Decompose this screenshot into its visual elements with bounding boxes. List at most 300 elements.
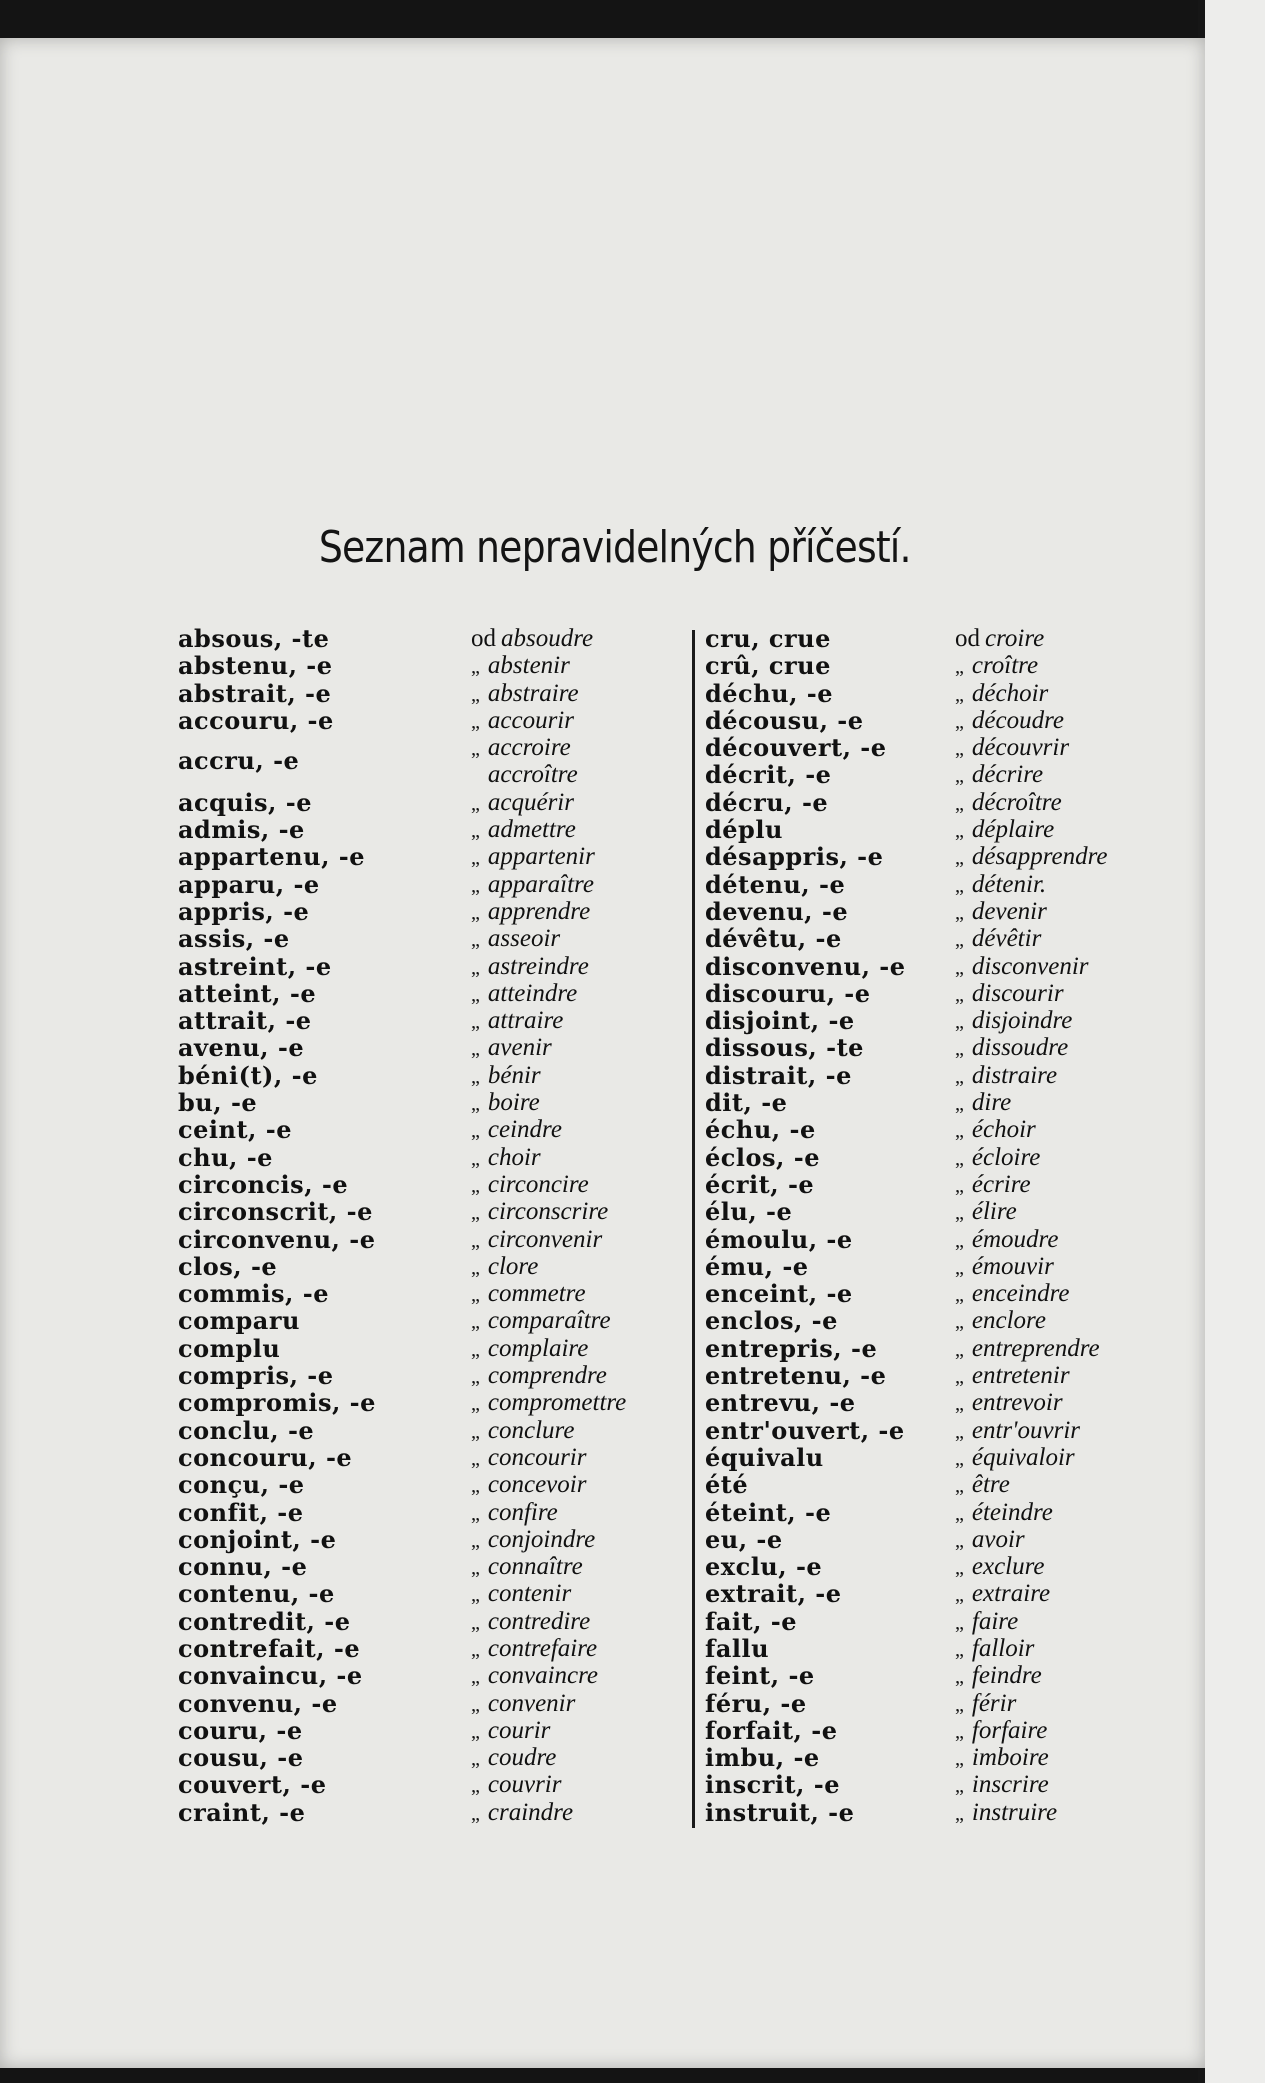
participle: enceint, -e (705, 1279, 853, 1309)
infinitive-ref (955, 1307, 1046, 1336)
ditto-prefix: „ (471, 820, 480, 843)
infinitive: détenir. (971, 870, 1047, 898)
infinitive: concevoir (487, 1471, 587, 1499)
infinitive: croître (971, 652, 1039, 680)
list-item (705, 1253, 1205, 1280)
list-item (178, 1335, 693, 1362)
infinitive-ref (471, 1444, 587, 1473)
list-item (705, 1635, 1205, 1662)
list-item (178, 1007, 693, 1034)
infinitive-ref (471, 843, 595, 872)
infinitive-ref (955, 1662, 1042, 1691)
infinitive: conclure (487, 1416, 575, 1444)
participle: circoncis, -e (178, 1169, 349, 1199)
participle: convaincu, -e (178, 1661, 363, 1691)
list-item (705, 1690, 1205, 1717)
ditto-prefix: „ (955, 656, 964, 679)
infinitive-ref (955, 1034, 1068, 1063)
infinitive-ref (471, 789, 574, 818)
participle: circonscrit, -e (178, 1197, 373, 1227)
ditto-prefix: „ (955, 1502, 964, 1525)
participle: contredit, -e (178, 1606, 351, 1636)
participle: compromis, -e (178, 1388, 376, 1418)
ditto-prefix: „ (955, 929, 964, 952)
infinitive: dire (971, 1089, 1012, 1117)
participle: convenu, -e (178, 1688, 338, 1718)
list-item (705, 1444, 1205, 1471)
ditto-prefix: „ (471, 1093, 480, 1116)
ditto-prefix: „ (471, 1256, 480, 1279)
infinitive-ref (471, 1362, 607, 1391)
participle: contrefait, -e (178, 1633, 361, 1663)
right-column (705, 625, 1205, 1826)
list-item (705, 1417, 1205, 1444)
list-item (705, 1226, 1205, 1253)
list-item (178, 871, 693, 898)
list-item (705, 871, 1205, 898)
infinitive-ref (471, 1389, 626, 1418)
infinitive-ref (955, 1171, 1031, 1200)
list-item (705, 1799, 1205, 1826)
ditto-prefix: „ (955, 1256, 964, 1279)
participle: dit, -e (705, 1088, 788, 1118)
list-item (705, 1662, 1205, 1689)
infinitive: déchoir (971, 679, 1049, 707)
participle: abstenu, -e (178, 651, 333, 681)
participle: instruit, -e (705, 1797, 855, 1827)
infinitive-ref (955, 1362, 1070, 1391)
participle: contenu, -e (178, 1579, 335, 1609)
participle: découvert, -e (705, 733, 887, 763)
list-item (178, 1034, 693, 1061)
list-item (705, 1499, 1205, 1526)
participle: attrait, -e (178, 1006, 312, 1036)
scan-top-edge (0, 0, 1265, 38)
participle: enclos, -e (705, 1306, 838, 1336)
list-item (705, 789, 1205, 816)
participle: émoulu, -e (705, 1224, 853, 1254)
infinitive-ref (955, 789, 1062, 818)
infinitive: atteindre (487, 979, 578, 1007)
infinitive: entreprendre (971, 1334, 1100, 1362)
ditto-prefix: „ (471, 1366, 480, 1389)
participle: déplu (705, 815, 783, 845)
infinitive: croire (985, 625, 1045, 652)
infinitive-ref (955, 625, 1044, 652)
ditto-prefix: „ (955, 901, 964, 924)
infinitive-ref (471, 1526, 595, 1555)
infinitive-ref (955, 1471, 1010, 1500)
participle: commis, -e (178, 1279, 329, 1309)
infinitive-ref (955, 1116, 1036, 1145)
infinitive-ref (471, 1171, 589, 1200)
list-item (178, 1499, 693, 1526)
ditto-prefix: „ (955, 874, 964, 897)
page-title: Seznam nepravidelných příčestí. (318, 522, 911, 573)
ditto-prefix: „ (471, 956, 480, 979)
ditto-prefix: „ (955, 1557, 964, 1580)
ditto-prefix: „ (471, 901, 480, 924)
infinitive: entr'ouvrir (971, 1416, 1081, 1444)
participle: déchu, -e (705, 678, 834, 708)
infinitive-ref (471, 1034, 552, 1063)
infinitive-ref (955, 843, 1108, 872)
participle: ceint, -e (178, 1115, 292, 1145)
infinitive-ref (955, 980, 1064, 1009)
infinitive-ref (471, 1799, 573, 1828)
infinitive-ref (471, 1116, 562, 1145)
ditto-prefix: „ (955, 1011, 964, 1034)
ditto-prefix: „ (955, 983, 964, 1006)
list-item (178, 680, 693, 707)
participle: dévêtu, -e (705, 924, 842, 954)
list-item (178, 1280, 693, 1307)
infinitive: circoncire (487, 1170, 589, 1198)
infinitive: déplaire (971, 816, 1055, 844)
ditto-prefix: „ (471, 1284, 480, 1307)
infinitive-ref (955, 1253, 1054, 1282)
infinitive: boire (487, 1089, 540, 1117)
infinitive: clore (487, 1252, 539, 1280)
ditto-prefix: „ (471, 1775, 480, 1798)
ditto-prefix: „ (471, 1338, 480, 1361)
list-item (178, 898, 693, 925)
ditto-prefix: „ (471, 656, 480, 679)
infinitive-ref (471, 1471, 586, 1500)
ditto-prefix: „ (471, 1720, 480, 1743)
ditto-prefix: „ (955, 1174, 964, 1197)
participle: ému, -e (705, 1251, 809, 1281)
infinitive: confire (487, 1498, 558, 1526)
infinitive: dissoudre (971, 1034, 1069, 1062)
ditto-prefix: „ (955, 1393, 964, 1416)
participle: décru, -e (705, 787, 829, 817)
participle: exclu, -e (705, 1552, 823, 1582)
list-item (705, 953, 1205, 980)
participle: devenu, -e (705, 896, 849, 926)
infinitive: choir (487, 1143, 541, 1171)
list-item (178, 1690, 693, 1717)
ditto-prefix: „ (471, 1584, 480, 1607)
ditto-prefix: „ (955, 847, 964, 870)
ditto-prefix: „ (471, 1229, 480, 1252)
participle: échu, -e (705, 1115, 816, 1145)
infinitive: comprendre (487, 1362, 607, 1390)
participle: conjoint, -e (178, 1524, 337, 1554)
infinitive: avoir (971, 1525, 1025, 1553)
participle: accouru, -e (178, 705, 334, 735)
infinitive-ref (471, 1417, 574, 1446)
infinitive-ref (955, 1007, 1072, 1036)
participle: eu, -e (705, 1524, 783, 1554)
ditto-prefix: „ (471, 1557, 480, 1580)
infinitive: émoudre (971, 1225, 1059, 1253)
ditto-prefix: „ (471, 847, 480, 870)
participle: abstrait, -e (178, 678, 332, 708)
list-item (178, 1089, 693, 1116)
list-item (705, 1335, 1205, 1362)
infinitive: émouvir (971, 1252, 1054, 1280)
infinitive: courir (487, 1716, 551, 1744)
infinitive: couvrir (487, 1771, 562, 1799)
ditto-prefix: „ (471, 1393, 480, 1416)
participle: appartenu, -e (178, 842, 366, 872)
list-item (178, 1062, 693, 1089)
infinitive-ref (471, 1007, 563, 1036)
infinitive: contredire (487, 1607, 591, 1635)
infinitive-ref (955, 1499, 1053, 1528)
infinitive: attraire (487, 1007, 564, 1035)
ditto-prefix: „ (955, 792, 964, 815)
participle: craint, -e (178, 1797, 306, 1827)
participle: conçu, -e (178, 1470, 305, 1500)
infinitive-ref (955, 898, 1047, 927)
infinitive: échoir (971, 1116, 1036, 1144)
ditto-prefix: „ (955, 1338, 964, 1361)
list-item (178, 1253, 693, 1280)
participle: conclu, -e (178, 1415, 315, 1445)
infinitive-ref (955, 953, 1089, 982)
infinitive-ref (955, 1198, 1017, 1227)
participle: clos, -e (178, 1251, 278, 1281)
infinitive-ref (471, 980, 577, 1009)
infinitive-ref (955, 871, 1046, 900)
infinitive-ref (471, 1499, 558, 1528)
ditto-prefix: „ (955, 1529, 964, 1552)
participle: connu, -e (178, 1552, 308, 1582)
list-item (178, 816, 693, 843)
participle: crû, crue (705, 651, 831, 681)
participle: disconvenu, -e (705, 951, 906, 981)
infinitive-ref (955, 1580, 1050, 1609)
infinitive: férir (971, 1689, 1017, 1717)
infinitive: conjoindre (487, 1525, 596, 1553)
infinitive-ref (955, 1608, 1018, 1637)
infinitive: disjoindre (971, 1007, 1073, 1035)
list-item (178, 953, 693, 980)
infinitive: circonscrire (487, 1198, 609, 1226)
infinitive-ref (955, 652, 1038, 681)
infinitive: élire (971, 1198, 1017, 1226)
infinitive: coudre (487, 1744, 557, 1772)
infinitive: convenir (487, 1689, 576, 1717)
ditto-prefix: „ (955, 1475, 964, 1498)
participle: écrit, -e (705, 1169, 815, 1199)
infinitive-ref (471, 1608, 590, 1637)
participle: éclos, -e (705, 1142, 820, 1172)
infinitive-ref (471, 1635, 597, 1664)
participle: couvert, -e (178, 1770, 327, 1800)
ditto-prefix: „ (471, 1447, 480, 1470)
list-item (178, 1198, 693, 1225)
infinitive: contrefaire (487, 1634, 598, 1662)
ditto-prefix: „ (955, 1065, 964, 1088)
participle: atteint, -e (178, 978, 317, 1008)
infinitive: être (971, 1471, 1010, 1499)
infinitive: compromettre (487, 1389, 627, 1417)
ditto-prefix: „ (471, 1420, 480, 1443)
infinitive-ref (471, 1553, 583, 1582)
list-item (178, 843, 693, 870)
infinitive-ref (471, 1771, 562, 1800)
ditto-prefix: „ (955, 738, 964, 761)
list-item (705, 1389, 1205, 1416)
participle: décrit, -e (705, 760, 832, 790)
infinitive-ref (955, 761, 1043, 790)
participle: accru, -e (178, 746, 300, 776)
participle: disjoint, -e (705, 1006, 855, 1036)
infinitive: apparaître (487, 870, 594, 898)
infinitive-ref (955, 1553, 1045, 1582)
infinitive-ref (955, 1226, 1058, 1255)
list-item (178, 1307, 693, 1334)
infinitive-ref (471, 707, 574, 736)
ditto-prefix: „ (471, 710, 480, 733)
ditto-prefix: „ (471, 983, 480, 1006)
list-item (705, 1198, 1205, 1225)
infinitive-ref (471, 871, 594, 900)
left-column (178, 625, 693, 1826)
list-item (705, 816, 1205, 843)
participle: distrait, -e (705, 1060, 852, 1090)
infinitive: découvrir (971, 734, 1070, 762)
ditto-prefix: „ (471, 1748, 480, 1771)
infinitive: décroître (971, 788, 1062, 816)
ditto-prefix: „ (471, 929, 480, 952)
participle: élu, -e (705, 1197, 793, 1227)
infinitive: acquérir (487, 788, 574, 816)
infinitive: astreindre (487, 952, 589, 980)
list-item (178, 1771, 693, 1798)
ditto-prefix: „ (955, 1202, 964, 1225)
participle: entrepris, -e (705, 1333, 878, 1363)
list-item (705, 1007, 1205, 1034)
infinitive-ref (471, 1144, 541, 1173)
list-item (178, 652, 693, 679)
ditto-prefix: „ (955, 1447, 964, 1470)
list-item (705, 1771, 1205, 1798)
infinitive: contenir (487, 1580, 572, 1608)
ditto-prefix: „ (955, 1802, 964, 1825)
list-item (178, 1417, 693, 1444)
ditto-prefix: „ (471, 1202, 480, 1225)
list-item (705, 707, 1205, 734)
infinitive-ref (471, 1744, 556, 1773)
infinitive-ref (471, 953, 589, 982)
infinitive: accourir (487, 706, 574, 734)
infinitive: comparaître (487, 1307, 611, 1335)
list-item (178, 1799, 693, 1826)
infinitive: bénir (487, 1061, 541, 1089)
list-item (705, 1116, 1205, 1143)
ditto-prefix: „ (955, 1611, 964, 1634)
participle: forfait, -e (705, 1715, 838, 1745)
ditto-prefix: „ (955, 956, 964, 979)
ditto-prefix: „ (955, 1693, 964, 1716)
ditto-prefix: „ (471, 1065, 480, 1088)
ditto-prefix: „ (955, 1093, 964, 1116)
infinitive: absoudre (501, 625, 594, 652)
infinitive: enceindre (971, 1280, 1070, 1308)
list-item (705, 1144, 1205, 1171)
participle: avenu, -e (178, 1033, 305, 1063)
list-item (178, 1662, 693, 1689)
list-item (178, 1389, 693, 1416)
infinitive-ref (471, 1226, 602, 1255)
participle: concouru, -e (178, 1442, 353, 1472)
ditto-prefix: „ (471, 683, 480, 706)
participle: été (705, 1470, 749, 1500)
ditto-prefix: „ (471, 874, 480, 897)
list-item (178, 1362, 693, 1389)
infinitive: forfaire (971, 1716, 1048, 1744)
participle: entretenu, -e (705, 1361, 887, 1391)
infinitive-ref (471, 652, 570, 681)
list-item (178, 980, 693, 1007)
infinitive: écloire (971, 1143, 1041, 1171)
participle: compris, -e (178, 1361, 334, 1391)
list-item (178, 1635, 693, 1662)
infinitive-ref (471, 1307, 611, 1336)
list-item (705, 652, 1205, 679)
infinitive-ref (955, 1144, 1040, 1173)
infinitive: abstraire (487, 679, 579, 707)
list-item (178, 1580, 693, 1607)
infinitive: enclore (971, 1307, 1046, 1335)
list-item (705, 1171, 1205, 1198)
participle: astreint, -e (178, 951, 332, 981)
infinitive-ref (955, 1690, 1016, 1719)
list-item (705, 1362, 1205, 1389)
ditto-prefix: „ (955, 1284, 964, 1307)
list-item (178, 1608, 693, 1635)
infinitive: distraire (971, 1061, 1058, 1089)
ditto-prefix: „ (471, 1611, 480, 1634)
participle: imbu, -e (705, 1743, 820, 1773)
participle: discouru, -e (705, 978, 871, 1008)
infinitive-ref (955, 1280, 1070, 1309)
participle: confit, -e (178, 1497, 304, 1527)
infinitive: commetre (487, 1280, 586, 1308)
participle: feint, -e (705, 1661, 815, 1691)
list-item (705, 1062, 1205, 1089)
list-item (178, 1116, 693, 1143)
participle: comparu (178, 1306, 300, 1336)
infinitive-alt: accroître (487, 761, 578, 789)
ditto-prefix: „ (955, 1120, 964, 1143)
list-item (178, 1171, 693, 1198)
infinitive-ref (955, 1062, 1057, 1091)
list-item (705, 1744, 1205, 1771)
infinitive: appartenir (487, 843, 595, 871)
participle: complu (178, 1333, 281, 1363)
ditto-prefix: „ (955, 1229, 964, 1252)
ditto-prefix: od (955, 625, 980, 652)
ditto-prefix: „ (955, 1038, 964, 1061)
participle: détenu, -e (705, 869, 846, 899)
infinitive: circonvenir (487, 1225, 603, 1253)
infinitive-ref (955, 1744, 1049, 1773)
participle: équivalu (705, 1442, 824, 1472)
infinitive-ref (471, 925, 560, 954)
infinitive-ref (955, 734, 1069, 763)
ditto-prefix: „ (471, 1147, 480, 1170)
infinitive: entretenir (971, 1362, 1070, 1390)
infinitive: disconvenir (971, 952, 1089, 980)
infinitive: apprendre (487, 897, 591, 925)
infinitive-ref (955, 707, 1064, 736)
infinitive-ref (471, 1280, 586, 1309)
